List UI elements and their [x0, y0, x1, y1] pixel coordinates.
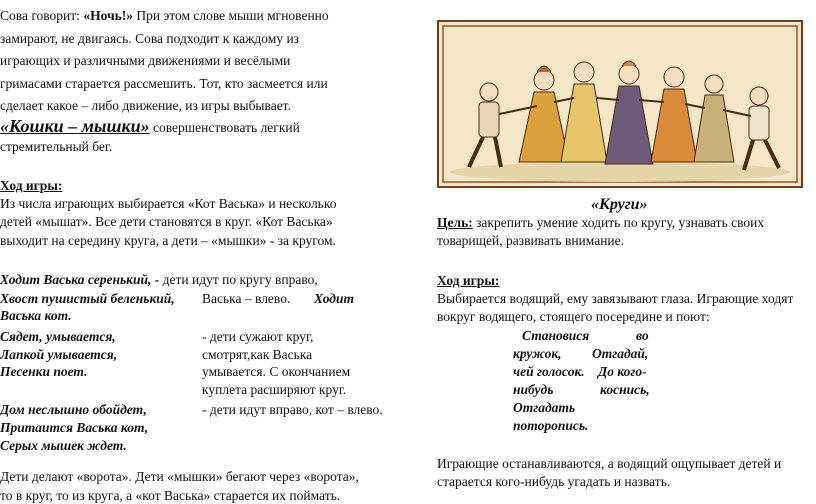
- poem-4b: коснись,: [600, 382, 650, 397]
- verse1-line1: [0, 272, 318, 288]
- verse2-line2: Лапкой умывается,: [0, 347, 118, 362]
- verse2-note4: куплета расширяют круг.: [202, 382, 347, 397]
- poem-6: поторопись.: [513, 418, 589, 433]
- owl-line-5: сделает какое – либо движение, из игры выбывает.: [0, 98, 291, 113]
- owl-paragraph-first-line: [0, 8, 329, 24]
- right-course-line-1: Выбирается водящий, ему завязывают глаза. Играющие ходят: [437, 291, 794, 306]
- cats-mice-goal-2: стремительный бег.: [0, 139, 113, 154]
- verse2-note3: умывается. С окончанием: [202, 364, 351, 379]
- verse2-note1: - дети сужают круг,: [202, 329, 314, 344]
- verse3-line2: Притаится Васька кот,: [0, 420, 149, 435]
- poem-1a: Становися: [522, 328, 590, 343]
- left-course-line-1: Из числа играющих выбирается «Кот Васька» и несколько: [0, 196, 337, 211]
- verse3-line3: Серых мышек ждет.: [0, 438, 127, 453]
- verse2-note2: смотрят,как Васька: [202, 347, 313, 362]
- right-goal-line-1: [437, 215, 764, 231]
- right-course-heading: Ход игры:: [437, 273, 500, 288]
- night-word: «Ночь!»: [83, 8, 133, 23]
- verse1-line2: Хвост пушистый беленький,: [0, 291, 175, 306]
- poem-2b: Отгадай,: [592, 346, 649, 361]
- owl-line-2: замирают, не двигаясь. Сова подходит к каждому из: [0, 31, 300, 46]
- right-end-line-2: старается кого-нибудь угадать и назвать.: [437, 474, 671, 489]
- verse2-line3: Песенки поет.: [0, 364, 88, 379]
- left-course-heading: Ход игры:: [0, 178, 63, 193]
- circle-dance-illustration: [437, 20, 803, 188]
- poem-1b: во: [636, 328, 649, 343]
- right-goal-line-2: товарищей, развивать внимание.: [437, 233, 625, 248]
- poem-2a: кружок,: [513, 346, 562, 361]
- left-end-line-1: Дети делают «ворота». Дети «мышки» бегают через «ворота»,: [0, 469, 359, 484]
- cats-mice-goal: совершенствовать легкий: [149, 120, 300, 135]
- cats-mice-title: «Кошки – мышки»: [0, 116, 150, 136]
- owl-rest: При этом слове мыши мгновенно: [132, 8, 329, 23]
- left-course-line-2: детей «мышат». Все дети становятся в круг. «Кот Васька»: [0, 214, 333, 229]
- owl-lead: Сова говорит:: [0, 8, 84, 23]
- poem-3b: До кого-: [598, 364, 647, 379]
- dancing-children-image: [439, 22, 801, 186]
- right-course-line-2: вокруг водящего, стоящего посередине и поют:: [437, 309, 710, 324]
- owl-line-4: гримасами старается рассмешить. Тот, кто засмеется или: [0, 76, 328, 91]
- verse2-line1: Сядет, умывается,: [0, 329, 116, 344]
- right-end-line-1: Играющие останавливаются, а водящий ощупывает детей и: [437, 456, 782, 471]
- poem-3a: чей голосок.: [513, 364, 585, 379]
- verse1-line3: Васька кот.: [0, 308, 72, 323]
- cats-mice-heading: [0, 116, 300, 137]
- left-end-line-2: то в круг, то из круга, а «кот Васька» старается их поймать.: [0, 488, 341, 503]
- verse1-note: дети идут по кругу вправо,: [159, 272, 318, 287]
- owl-line-3: играющих и различными движениями и весёлыми: [0, 53, 291, 68]
- left-course-line-3: выходит на середину круга, а дети – «мышки» - за кругом.: [0, 233, 336, 248]
- verse1-note2: Васька – влево.: [202, 291, 291, 306]
- poem-5: Отгадать: [513, 400, 576, 415]
- circles-title: «Круги»: [591, 196, 648, 213]
- goal-text: закрепить умение ходить по кругу, узнавать своих: [472, 215, 765, 230]
- verse3-line1: Дом неслышно обойдет,: [0, 402, 147, 417]
- verse3-note: - дети идут вправо, кот – влево.: [202, 402, 383, 417]
- goal-label: Цель:: [437, 215, 473, 230]
- verse1-text: Ходит Васька серенький, -: [0, 272, 160, 287]
- verse1-walks: Ходит: [314, 291, 355, 306]
- poem-4a: нибудь: [513, 382, 554, 397]
